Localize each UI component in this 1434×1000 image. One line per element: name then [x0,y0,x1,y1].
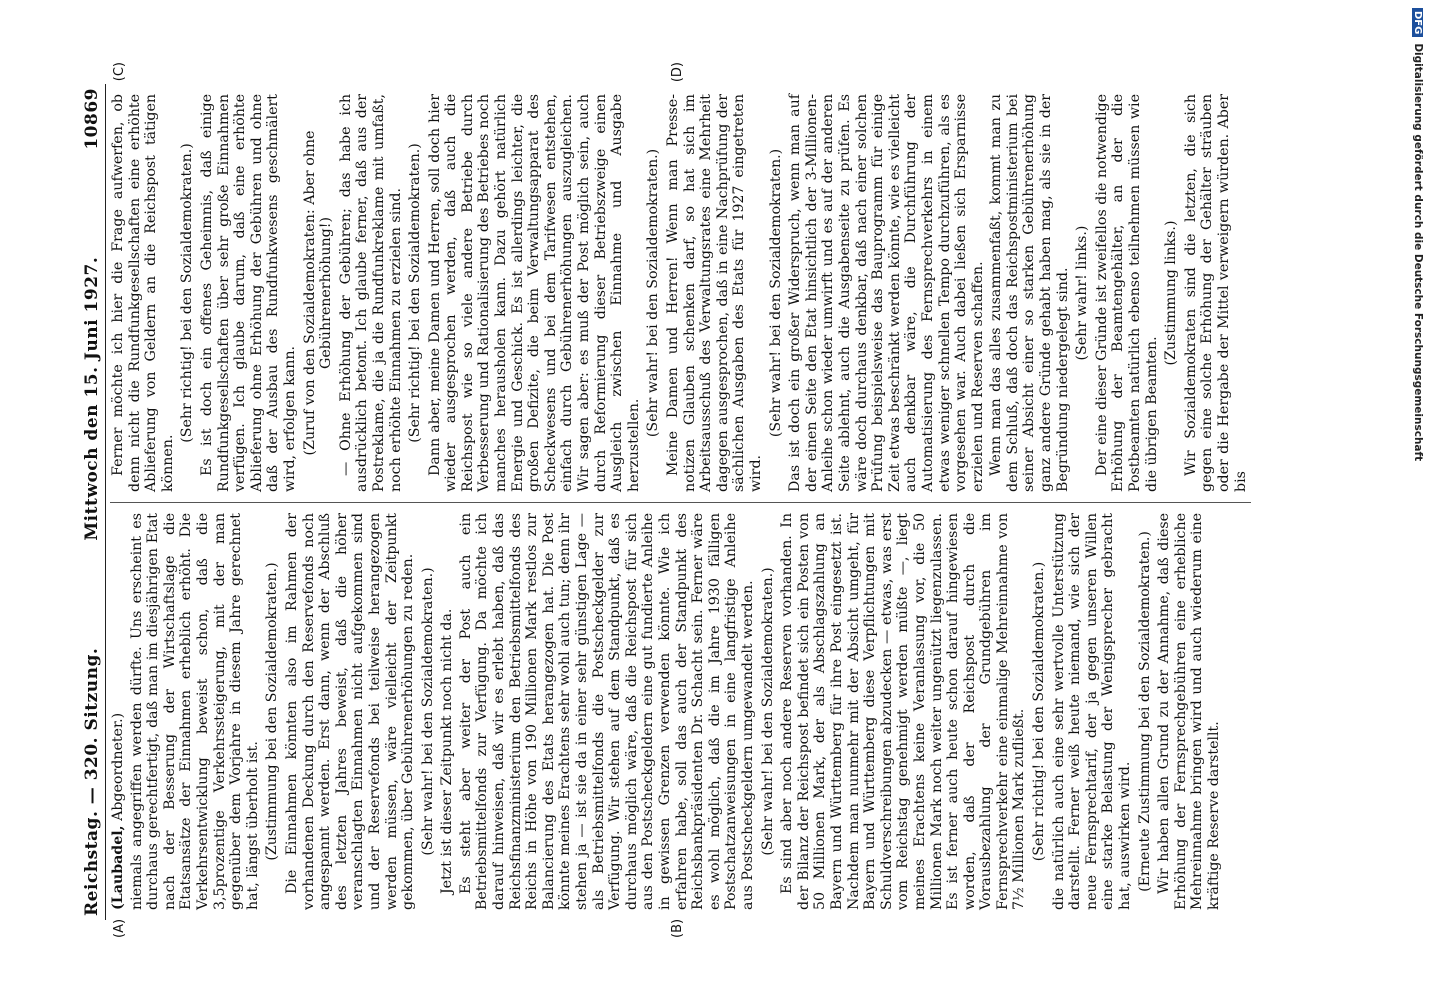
paragraph: Es sind aber noch andere Reserven vorhanden. In der Bilanz der Reichspost befindet sich ein Posten von 50 Millionen Mark, der als Abschlagszahlung an Bayern und Württemberg für ihre Post eingesetzt ist. Nachdem man nunmehr mit der Absicht umgeht, für Bayern und Württemberg diese Verpflichtungen mit Schuldverschreibungen abzudecken — etwas, was erst vom Reichstag genehmigt werden müßte —, liegt meines Erachtens keine Veranlassung vor, die 50 Millionen Mark noch weiter ungenützt liegenzulassen. Es ist ferner auch heute schon darauf hingewiesen worden, daß der Reichspost durch die Vorausbezahlung der Grundgebühren im Fernsprechverkehr eine einmalige Mehreinnahme von 7½ Millionen Mark zufließt. [779,513,1028,910]
interjection: (Sehr wahr! bei den Sozialdemokraten.) [767,148,784,438]
right-column [110,84,1251,502]
interjection: (Sehr wahr! bei den Sozialdemokraten.) [759,567,776,856]
paragraph: Das ist doch ein großer Widerspruch, wenn man auf der einen Seite den Etat hinsichtlich der 3-Millionen-Anleihe schon wieder umwirft und es auf der anderen Seite ablehnt, auch die Ausgabenseite zu prüfen. Es wäre doch durchaus denkbar, daß nach einer solchen Prüfung beispielsweise das Bauprogramm für einige Zeit etwas beschränkt werden könnte, wie es vielleicht auch denkbar wäre, die Durchführung der Automatisierung des Fernsprechverkehrs in einem etwas weniger schnellen Tempo durchzuführen, als es vorgesehen war. Auch dabei ließen sich Ersparnisse erzielen und Reserven schaffen. [787,94,986,492]
paragraph: Jetzt ist dieser Zeitpunkt noch nicht da. [439,608,456,894]
interjection: (Sehr richtig! bei den Sozialdemokraten.) [407,143,424,443]
interjection: (Erneute Zustimmung bei den Sozialdemokraten.) [1136,531,1153,892]
paragraph: Die Einnahmen könnten also im Rahmen der vorhandenen Deckung durch den Reservefonds noch angespannt werden. Erst dann, wenn der Abschluß des letzten Jahres beweist, daß die höher veranschlagten Einnahmen nicht aufgekommen sind und der Reservefonds bei teilweise herangezogen werden müssen, wäre vielleicht der Zeitpunkt gekommen, über Gebührenerhöhungen zu reden. [283,513,417,910]
scanned-page-area [70,62,1310,942]
paragraph: die natürlich auch eine sehr wertvolle Unterstützung darstellt. Ferner weiß heute niemand, wie sich der neue Fernsprechtarif, der ja gegen unseren Willen eine starke Belastung der Wenigsprecher gebracht hat, auswirken wird. [1050,513,1134,910]
paragraph: Es steht aber weiter der Post auch ein Betriebsmittelfonds zur Verfügung. Da möchte ich darauf hinweisen, daß wir es erlebt haben, daß das Reichsfinanzministerium den Betriebsmittelfonds des Reichs in Höhe von 190 Millionen Mark restlos zur Balancierung des Etats herangezogen hat. Die Post könnte meines Erachtens sehr wohl auch tun; denn ihr stehen ja — ist sie da in einer sehr günstigen Lage — als Betriebsmittelfonds die Postscheckgelder zur Verfügung. Wir stehen auf dem Standpunkt, daß es durchaus möglich wäre, daß die Reichspost für sich aus den Postscheckgeldern eine gut fundierte Anleihe in gewissen Grenzen verwenden könnte. Wie ich erfahren habe, soll das auch der Standpunkt des Reichsbankpräsidenten Dr. Schacht sein. Ferner wäre es wohl möglich, daß die im Jahre 1930 fälligen Postschatzanweisungen in eine langfristige Anleihe aus Postscheckgeldern umgewandelt werden. [457,513,756,910]
header-date: Mittwoch den 15. Juni 1927. [82,256,102,541]
header-left: Reichstag. — 320. Sitzung. [82,647,102,916]
digitization-credit-text-wrap [1412,8,1424,461]
speaker-role: Abgeordneter.) [110,712,126,821]
interjection: (Sehr richtig! bei den Sozialdemokraten.) [1031,561,1048,862]
paragraph: Es ist doch ein offenes Geheimnis, daß einige Rundfunkgesellschaften über sehr große Einnahmen verfügen. Ich glaube darum, daß eine erhöhte Ablieferung ohne Erhöhung der Gebühren und ohne daß der Ausbau des Rundfunkwesens geschmälert wird, erfolgen kann. [198,94,298,492]
paragraph: Der eine dieser Gründe ist zweifellos die notwendige Erhöhung der Beamtengehälter, an der die Postbeamten natürlich ebenso teilnehmen müssen wie die übrigen Beamten. [1093,94,1160,492]
dfg-logo: DFG [1412,8,1423,37]
digitization-credit [1406,8,1428,988]
paragraph: Wir Sozialdemokraten sind die letzten, die sich gegen eine solche Erhöhung der Gehälter sträuben oder die Hergabe der Mittel verweigern würden. Aber bis [1182,94,1249,492]
paragraph: Ferner möchte ich hier die Frage aufwerfen, ob denn nicht die Rundfunkgesellschaften eine erhöhte Ablieferung von Geldern an die Reichspost tätigen können. [110,94,176,492]
speaker-line [110,513,127,910]
paragraph: Wenn man das alles zusammenfaßt, kommt man zu dem Schluß, daß doch das Reichspostministerium bei seiner Absicht einer so starken Gebührenerhöhung ganz andere Gründe gehabt haben mag, als sie in der Begründung niedergelegt sind. [988,94,1071,492]
paragraph: Wir haben allen Grund zu der Annahme, daß diese Erhöhung der Fernsprechgebühren eine erhebliche Mehreinnahme bringen wird und auch wiederum eine kräftige Reserve darstellt. [1156,513,1222,910]
interjection: (Zustimmung links.) [1163,220,1180,366]
interjection: (Sehr richtig! bei den Sozialdemokraten.) [179,143,196,443]
speaker-name: (Laubadel, [110,825,126,910]
rotated-page [70,62,1310,942]
interjection: (Zustimmung bei den Sozialdemokraten.) [264,562,281,861]
margin-mark-d: (D) [670,62,685,83]
running-header [74,84,106,920]
left-column [110,502,1251,920]
margin-mark-a: (A) [112,918,127,938]
margin-mark-b: (B) [670,918,685,938]
page-number: 10869 [82,88,102,150]
digitization-credit-text: Digitalisierung gefördert durch die Deutsche Forschungsgemeinschaft [1412,43,1424,462]
paragraph: Meine Damen und Herren! Wenn man Presse-notizen Glauben schenken darf, so hat sich im Arbeitsausschuß des Verwaltungsrates eine Mehrheit dagegen ausgesprochen, daß in eine Nachprüfung der sächlichen Ausgaben des Etats für 1927 eingetreten wird. [665,94,764,492]
paragraph: — Ohne Erhöhung der Gebühren; das habe ich ausdrücklich betont. Ich glaube ferner, daß aus der Postreklame, die ja die Rundfunkreklame mit umfaßt, noch erhöhte Einnahmen zu erzielen sind. [337,94,404,492]
interjection: (Sehr wahr! bei den Sozialdemokraten.) [419,567,436,856]
paragraph: Dann aber, meine Damen und Herren, soll doch hier wieder ausgesprochen werden, daß auch die Reichspost wie so viele andere Betriebe durch Verbesserung und Rationalisierung des Betriebes noch manches herausholen kann. Dazu gehört natürlich Energie und Geschick. Es ist allerdings leichter, die großen Defizite, die beim Verwaltungsapparat des Scheckwesens und bei dem Tarifwesen entstehen, einfach durch Gebührenerhöhungen auszugleichen. Wir sagen aber: es muß der Post möglich sein, auch durch Reformierung dieser Betriebszweige einen Ausgleich zwischen Einnahme und Ausgabe herzustellen. [426,94,642,492]
interjection: (Zuruf von den Sozialdemokraten: Aber ohne Gebührenerhöhung!) [301,130,335,456]
text-columns [110,62,1251,938]
interjection: (Sehr wahr! bei den Sozialdemokraten.) [645,148,662,438]
margin-mark-c: (C) [112,62,127,82]
interjection: (Sehr wahr! links.) [1074,225,1091,361]
paragraph: niemals angegriffen werden dürfte. Uns erscheint es durchaus gerechtfertigt, daß man im diesjährigen Etat nach der Besserung der Wirtschaftslage die Etatsansätze der Einnahmen erheblich erhöht. Die Verkehrsentwicklung beweist schon, daß die 3,5prozentige Verkehrssteigerung, mit der man gegenüber dem Vorjahre in diesem Jahre gerechnet hat, längst überholt ist. [128,513,261,910]
